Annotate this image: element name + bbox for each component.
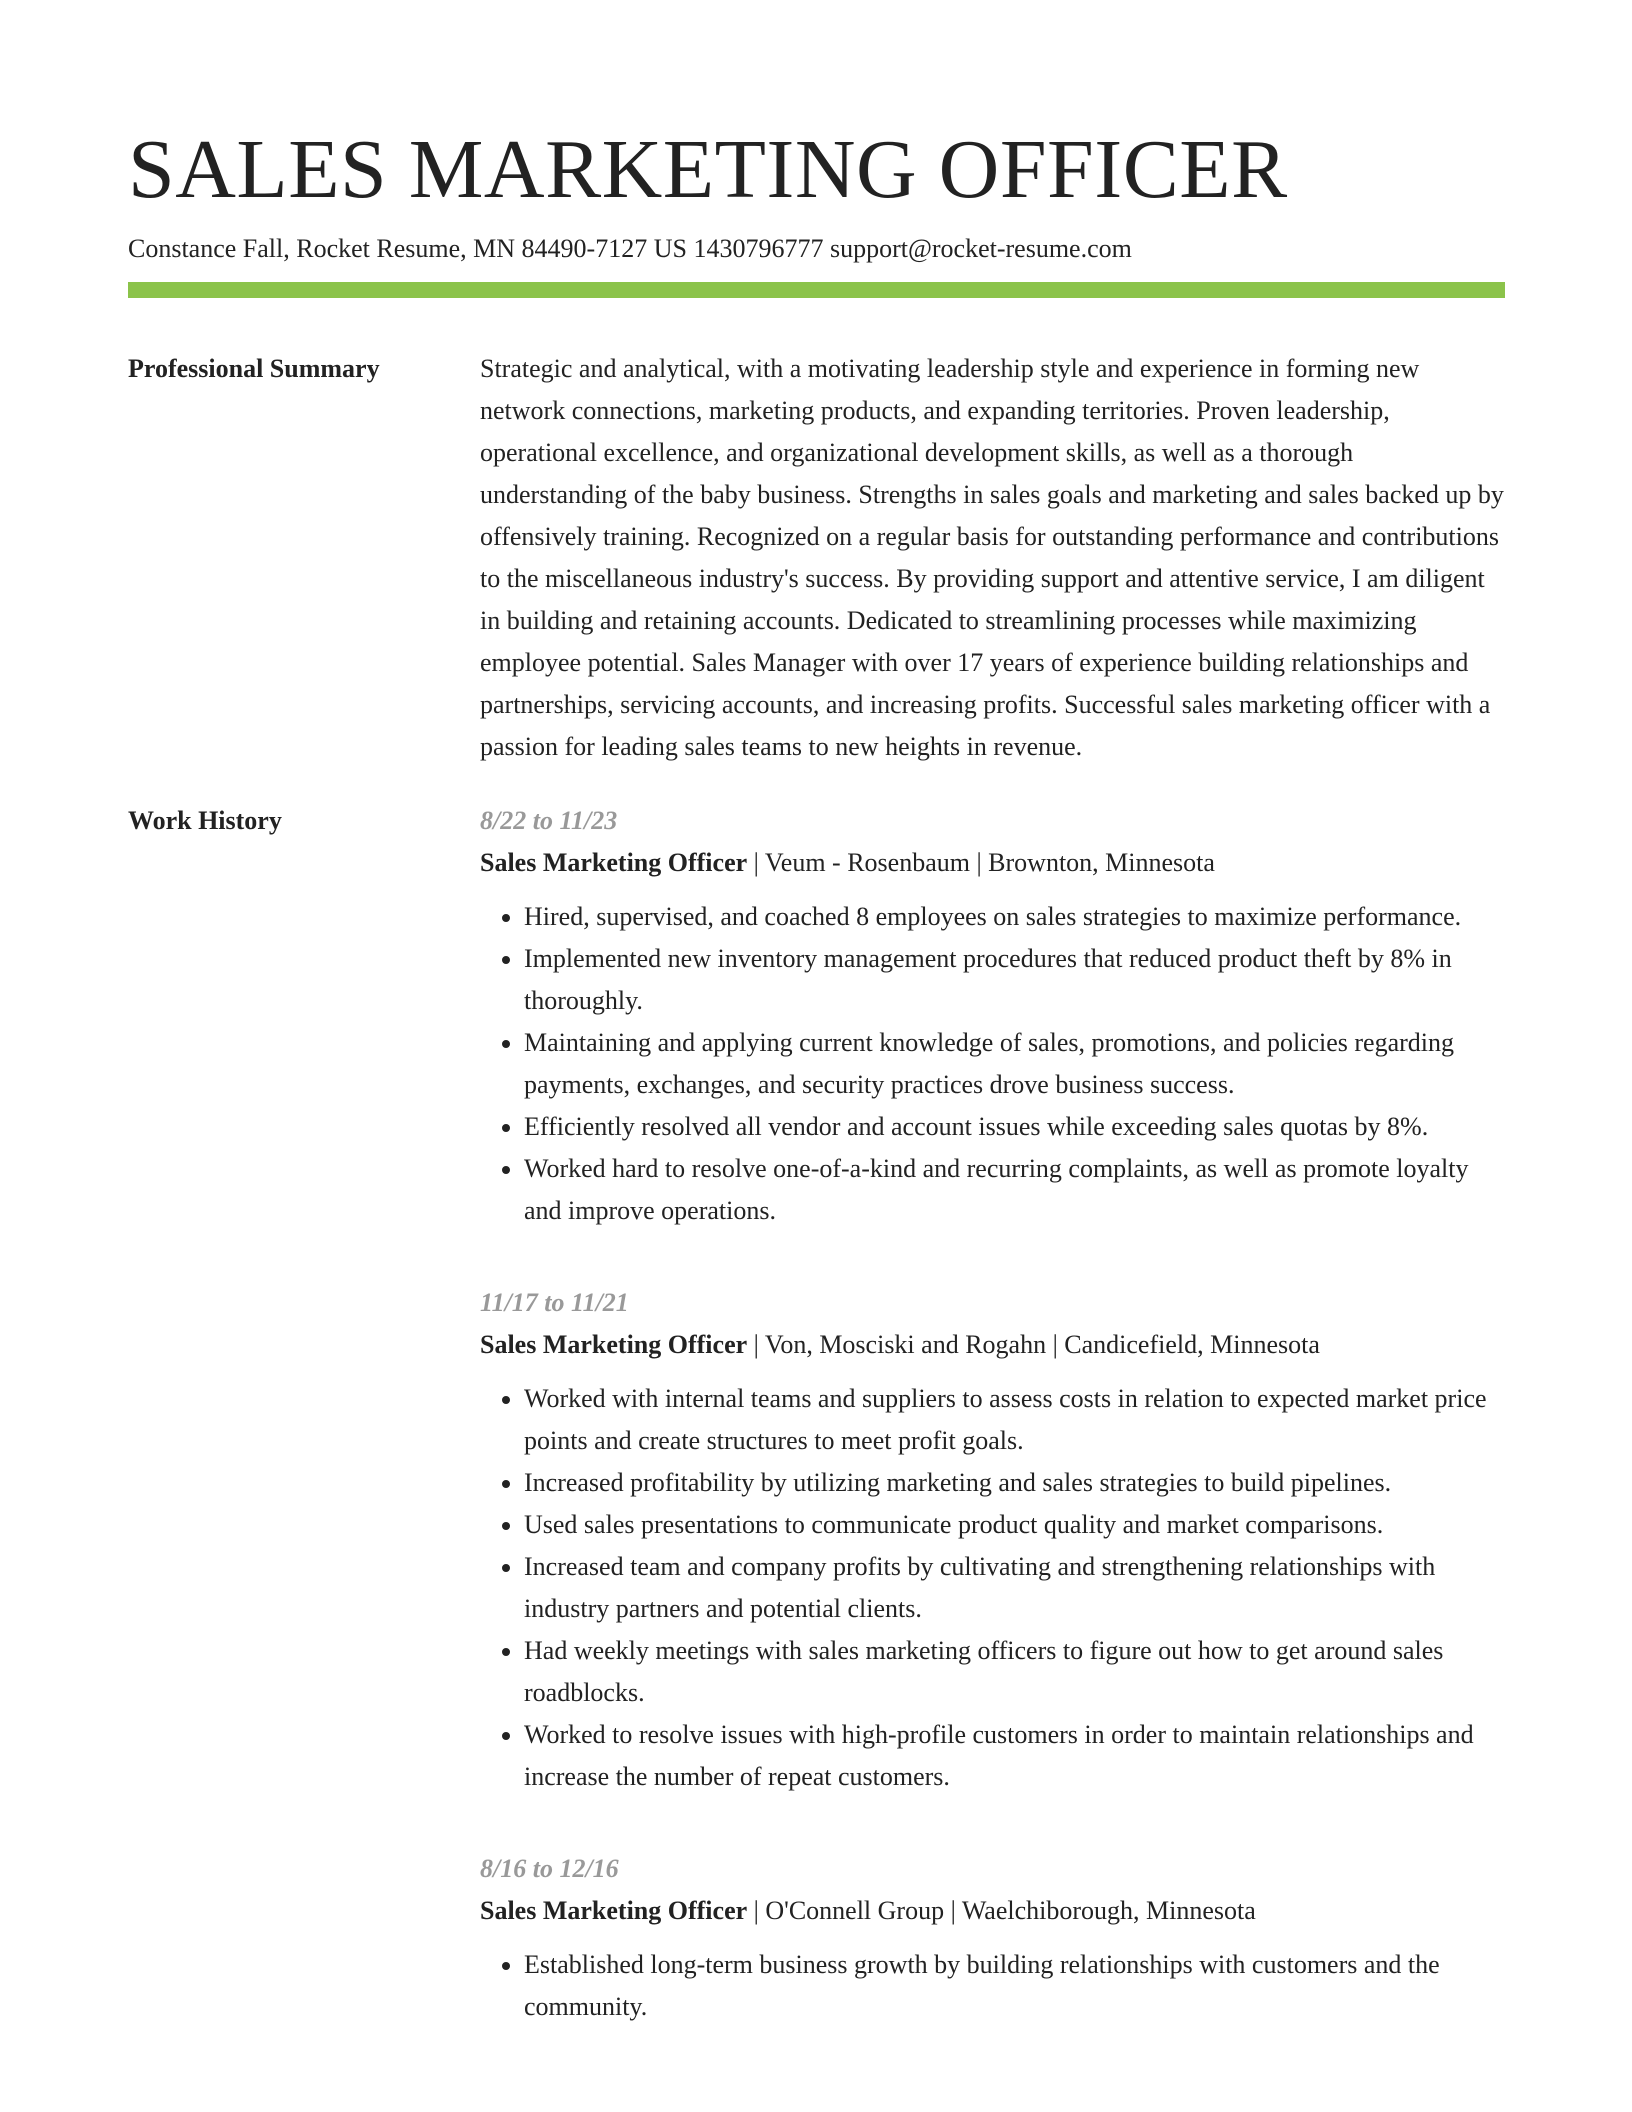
job-duty-item: • Used sales presentations to communicate product quality and market comparisons. xyxy=(524,1504,1505,1546)
job-duty-item: • Established long-term business growth by building relationships with customers and the community. xyxy=(524,1944,1505,2028)
job-entry xyxy=(480,1282,1505,1798)
job-duty-item: • Increased team and company profits by cultivating and strengthening relationships with industry partners and potential clients. xyxy=(524,1546,1505,1630)
job-duty-item: • Worked with internal teams and suppliers to assess costs in relation to expected market price points and create structures to meet profit goals. xyxy=(524,1378,1505,1462)
job-duty-item: • Implemented new inventory management procedures that reduced product theft by 8% in thoroughly. xyxy=(524,938,1505,1022)
job-entry xyxy=(480,1848,1505,2028)
summary-label: Professional Summary xyxy=(128,354,380,383)
job-employer-location: | O'Connell Group | Waelchiborough, Minnesota xyxy=(747,1896,1256,1925)
work-history-list xyxy=(480,800,1505,2078)
job-duty-item: • Increased profitability by utilizing marketing and sales strategies to build pipelines. xyxy=(524,1462,1505,1504)
job-dates: 8/16 to 12/16 xyxy=(480,1854,619,1883)
work-history-label: Work History xyxy=(128,806,282,835)
job-heading xyxy=(480,1324,1505,1366)
job-duty-item: • Efficiently resolved all vendor and account issues while exceeding sales quotas by 8%. xyxy=(524,1106,1505,1148)
job-heading xyxy=(480,842,1505,884)
job-heading xyxy=(480,1890,1505,1932)
job-duties-list xyxy=(480,1944,1505,2028)
header-divider xyxy=(128,282,1505,298)
job-duty-item: • Hired, supervised, and coached 8 employees on sales strategies to maximize performance. xyxy=(524,896,1505,938)
job-duty-item: • Worked to resolve issues with high-profile customers in order to maintain relationships and increase the number of repeat customers. xyxy=(524,1714,1505,1798)
contact-info: Constance Fall, Rocket Resume, MN 84490-7127 US 1430796777 support@rocket-resume.com xyxy=(128,234,1132,263)
page-title: SALES MARKETING OFFICER xyxy=(128,123,1288,216)
job-employer-location: | Von, Mosciski and Rogahn | Candicefield, Minnesota xyxy=(747,1330,1320,1359)
job-entry xyxy=(480,800,1505,1232)
job-duty-item: • Worked hard to resolve one-of-a-kind and recurring complaints, as well as promote loyalty and improve operations. xyxy=(524,1148,1505,1232)
job-title: Sales Marketing Officer xyxy=(480,848,748,877)
job-duty-item: • Had weekly meetings with sales marketing officers to figure out how to get around sales roadblocks. xyxy=(524,1630,1505,1714)
summary-text: Strategic and analytical, with a motivating leadership style and experience in forming new network connections, marketing products, and expanding territories. Proven leadership, operational excellence, and organizational development skills, as well as a thorough understanding of the baby business. Strengths in sales goals and marketing and sales backed up by offensively training. Recognized on a regular basis for outstanding performance and contributions to the miscellaneous industry's success. By providing support and attentive service, I am diligent in building and retaining accounts. Dedicated to streamlining processes while maximizing employee potential. Sales Manager with over 17 years of experience building relationships and partnerships, servicing accounts, and increasing profits. Successful sales marketing officer with a passion for leading sales teams to new heights in revenue. xyxy=(480,354,1504,761)
job-dates: 11/17 to 11/21 xyxy=(480,1288,629,1317)
job-employer-location: | Veum - Rosenbaum | Brownton, Minnesota xyxy=(747,848,1215,877)
job-duties-list xyxy=(480,1378,1505,1798)
job-title: Sales Marketing Officer xyxy=(480,1896,748,1925)
job-duties-list xyxy=(480,896,1505,1232)
job-dates: 8/22 to 11/23 xyxy=(480,806,618,835)
summary-section xyxy=(128,348,1505,768)
work-history-section xyxy=(128,800,1505,2078)
job-duty-item: • Maintaining and applying current knowledge of sales, promotions, and policies regarding payments, exchanges, and security practices drove business success. xyxy=(524,1022,1505,1106)
job-title: Sales Marketing Officer xyxy=(480,1330,748,1359)
resume-page xyxy=(128,120,1505,2078)
